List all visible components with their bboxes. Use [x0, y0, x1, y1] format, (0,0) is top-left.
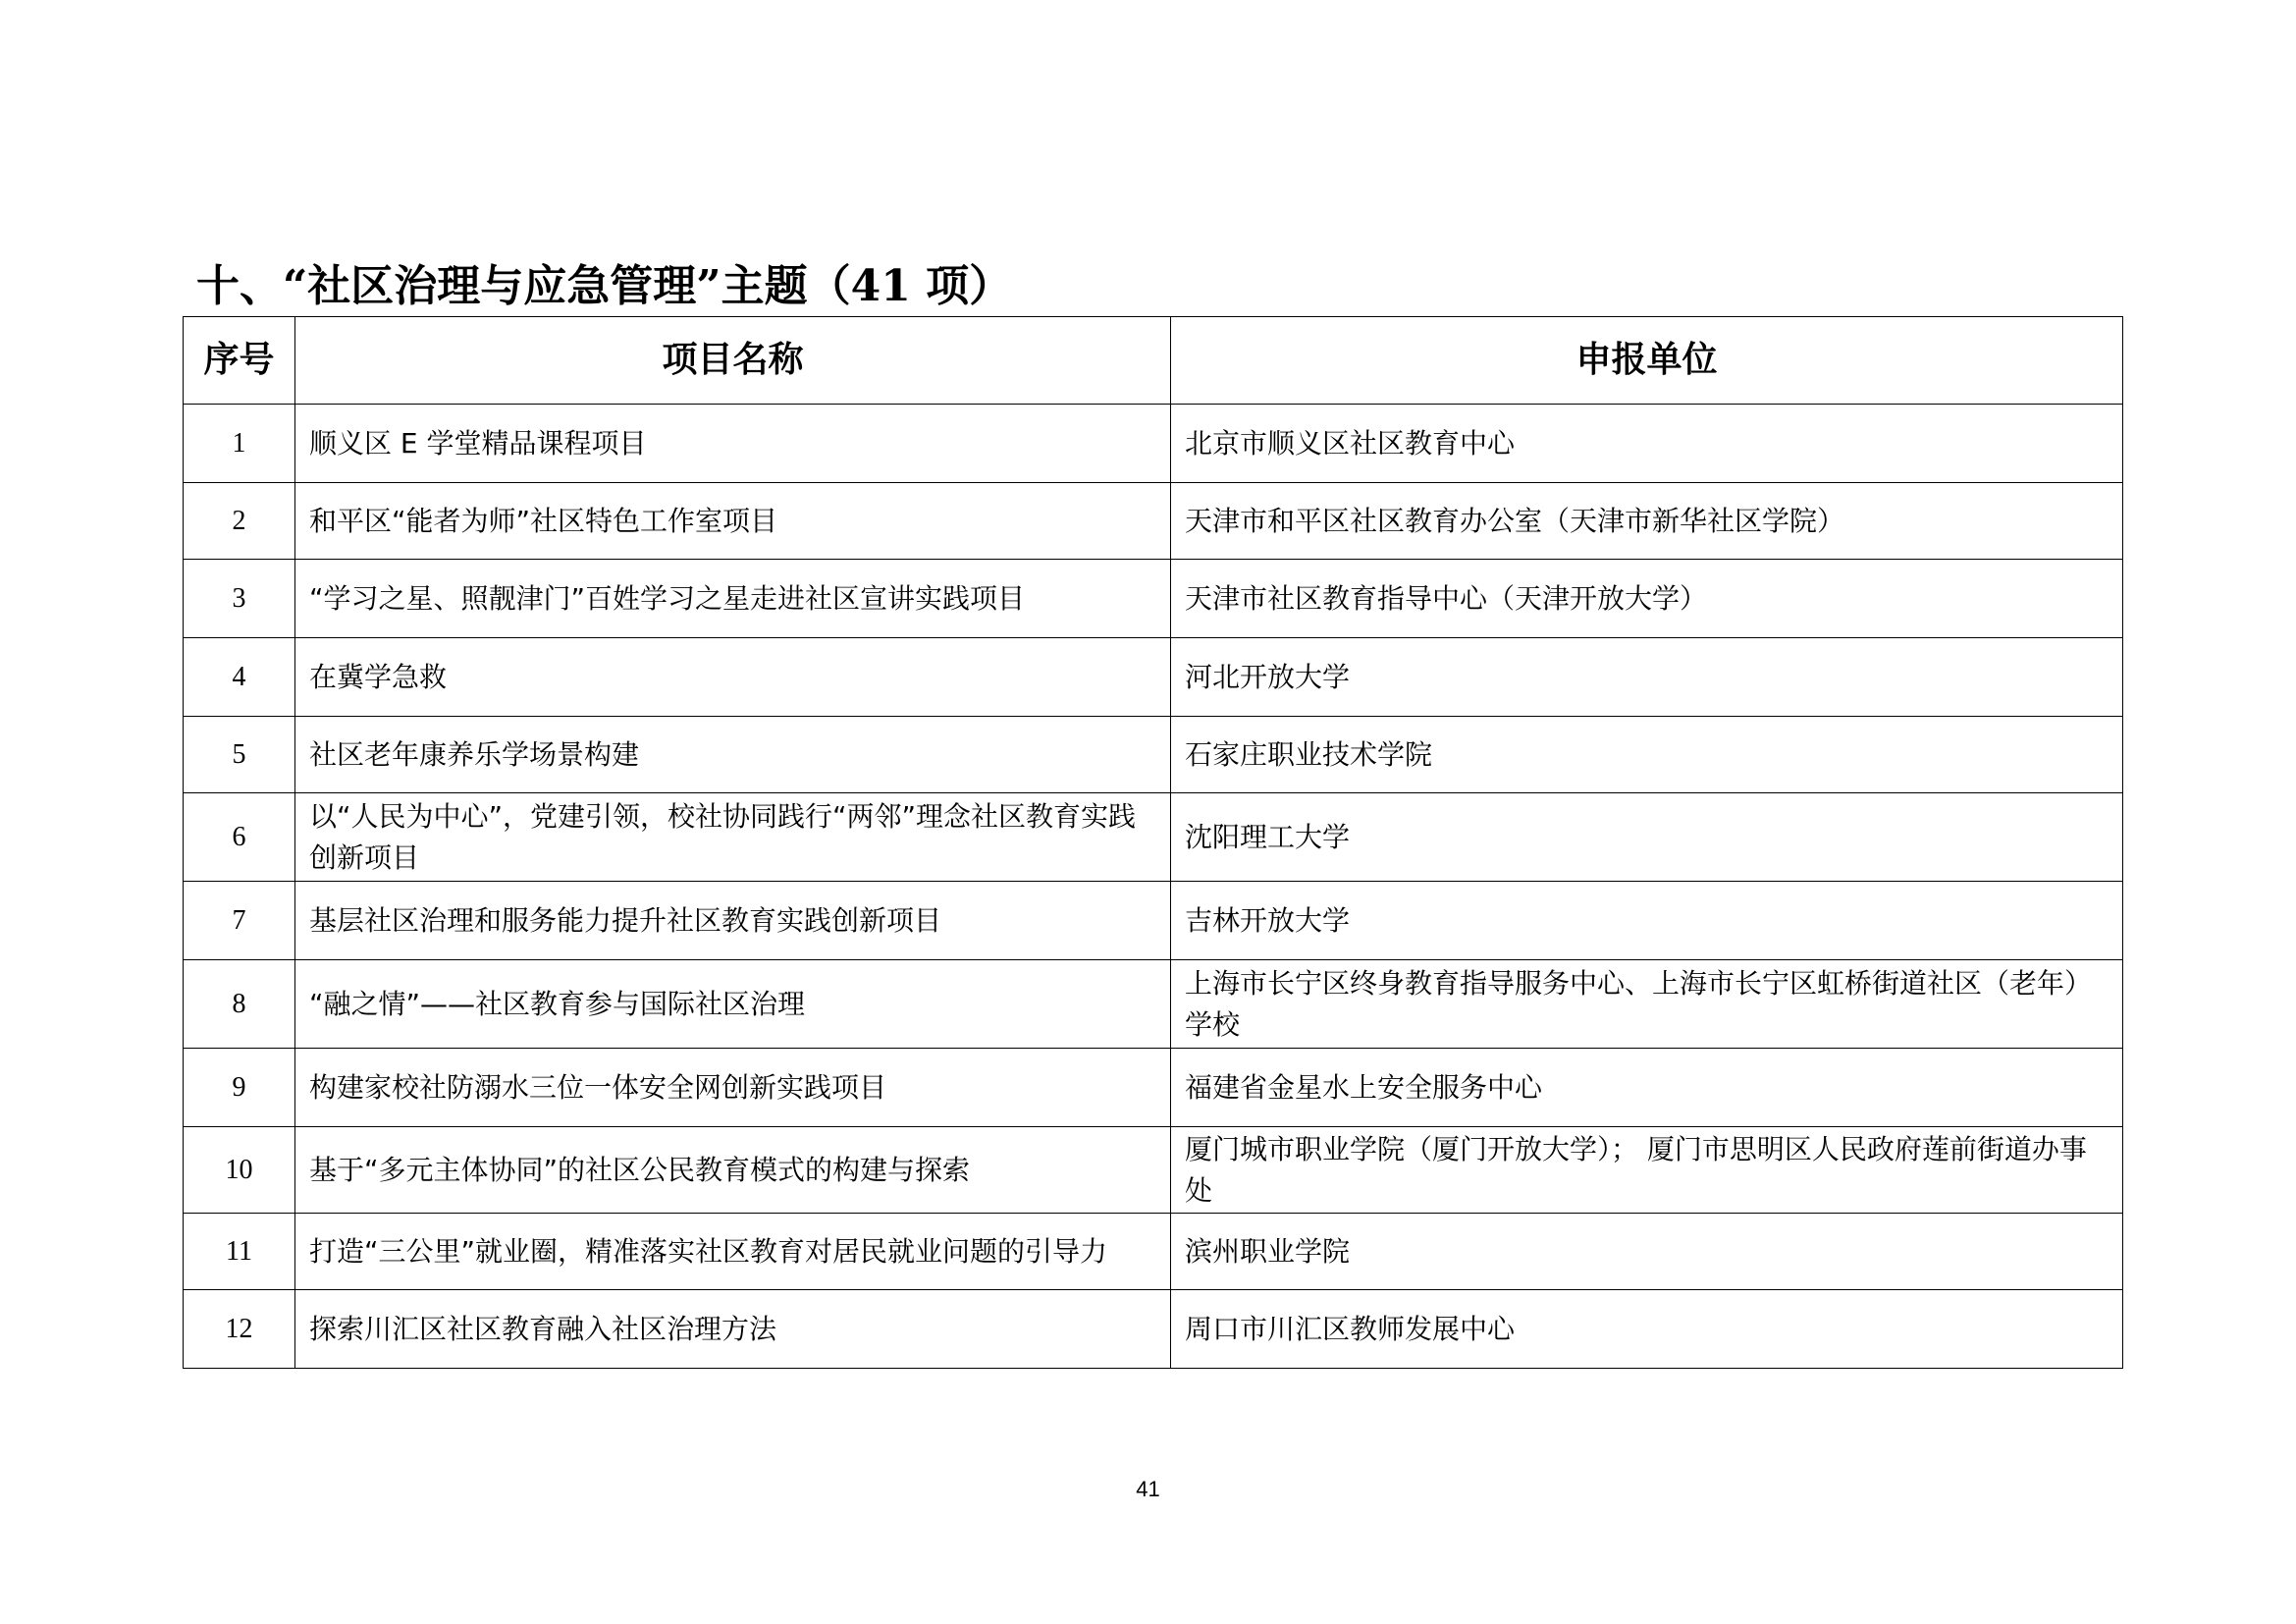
project-name: 以“人民为中心”，党建引领，校社协同践行“两邻”理念社区教育实践创新项目 — [295, 793, 1171, 882]
section-title: 十、“社区治理与应急管理”主题（41 项） — [196, 261, 1013, 311]
project-name: 打造“三公里”就业圈，精准落实社区教育对居民就业问题的引导力 — [295, 1214, 1171, 1290]
table-row — [184, 717, 2123, 793]
project-table — [183, 316, 2123, 1369]
applicant-unit: 滨州职业学院 — [1171, 1214, 2123, 1290]
applicant-unit: 吉林开放大学 — [1171, 882, 2123, 960]
table-row — [184, 793, 2123, 882]
row-number: 8 — [184, 960, 295, 1049]
row-number: 9 — [184, 1049, 295, 1127]
applicant-unit: 沈阳理工大学 — [1171, 793, 2123, 882]
header-number: 序号 — [184, 317, 295, 405]
table-row — [184, 638, 2123, 717]
table-row — [184, 1214, 2123, 1290]
applicant-unit: 福建省金星水上安全服务中心 — [1171, 1049, 2123, 1127]
table-row — [184, 1049, 2123, 1127]
applicant-unit: 上海市长宁区终身教育指导服务中心、上海市长宁区虹桥街道社区（老年）学校 — [1171, 960, 2123, 1049]
table-row — [184, 960, 2123, 1049]
project-name: 社区老年康养乐学场景构建 — [295, 717, 1171, 793]
row-number: 2 — [184, 483, 295, 560]
applicant-unit: 北京市顺义区社区教育中心 — [1171, 405, 2123, 483]
applicant-unit: 厦门城市职业学院（厦门开放大学）； 厦门市思明区人民政府莲前街道办事处 — [1171, 1127, 2123, 1214]
header-applicant-unit: 申报单位 — [1171, 317, 2123, 405]
header-project-name: 项目名称 — [295, 317, 1171, 405]
applicant-unit: 河北开放大学 — [1171, 638, 2123, 717]
table-row — [184, 483, 2123, 560]
project-name: 和平区“能者为师”社区特色工作室项目 — [295, 483, 1171, 560]
table-body — [184, 405, 2123, 1369]
row-number: 10 — [184, 1127, 295, 1214]
applicant-unit: 石家庄职业技术学院 — [1171, 717, 2123, 793]
applicant-unit: 周口市川汇区教师发展中心 — [1171, 1290, 2123, 1369]
row-number: 12 — [184, 1290, 295, 1369]
header-row — [184, 317, 2123, 405]
project-name: “融之情”——社区教育参与国际社区治理 — [295, 960, 1171, 1049]
applicant-unit: 天津市社区教育指导中心（天津开放大学） — [1171, 560, 2123, 638]
page-number: 41 — [1136, 1477, 1160, 1501]
table-row — [184, 405, 2123, 483]
project-name: “学习之星、照靓津门”百姓学习之星走进社区宣讲实践项目 — [295, 560, 1171, 638]
row-number: 11 — [184, 1214, 295, 1290]
table-row — [184, 882, 2123, 960]
project-name: 基于“多元主体协同”的社区公民教育模式的构建与探索 — [295, 1127, 1171, 1214]
project-name: 基层社区治理和服务能力提升社区教育实践创新项目 — [295, 882, 1171, 960]
project-name: 探索川汇区社区教育融入社区治理方法 — [295, 1290, 1171, 1369]
row-number: 1 — [184, 405, 295, 483]
table-row — [184, 1127, 2123, 1214]
row-number: 5 — [184, 717, 295, 793]
table-row — [184, 1290, 2123, 1369]
row-number: 7 — [184, 882, 295, 960]
row-number: 4 — [184, 638, 295, 717]
project-name: 构建家校社防溺水三位一体安全网创新实践项目 — [295, 1049, 1171, 1127]
project-name: 在冀学急救 — [295, 638, 1171, 717]
project-name: 顺义区 E 学堂精品课程项目 — [295, 405, 1171, 483]
table-header — [184, 317, 2123, 405]
row-number: 6 — [184, 793, 295, 882]
row-number: 3 — [184, 560, 295, 638]
table-row — [184, 560, 2123, 638]
applicant-unit: 天津市和平区社区教育办公室（天津市新华社区学院） — [1171, 483, 2123, 560]
